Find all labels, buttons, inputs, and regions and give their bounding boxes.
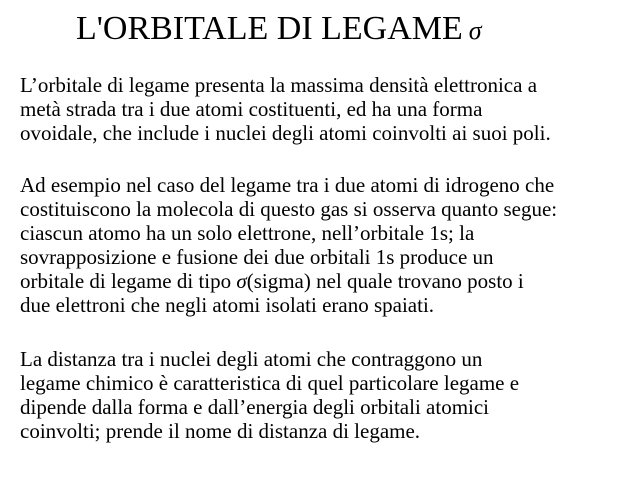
inline-sigma-symbol: σ xyxy=(236,269,247,293)
text-line: due elettroni che negli atomi isolati erano spaiati. xyxy=(20,293,435,317)
text-line-sigma xyxy=(20,269,632,293)
text-line: legame chimico è caratteristica di quel particolare legame e xyxy=(20,371,520,395)
text-line: sovrapposizione e fusione dei due orbitali 1s produce un xyxy=(20,245,494,269)
text-line: La distanza tra i nuclei degli atomi che contraggono un xyxy=(20,347,483,371)
text-line: ovoidale, che include i nuclei degli atomi coinvolti ai suoi poli. xyxy=(20,121,551,145)
page-title xyxy=(76,9,482,51)
text-line: L’orbitale di legame presenta la massima densità elettronica a xyxy=(20,73,538,97)
text-line: dipende dalla forma e dall’energia degli orbitali atomici xyxy=(20,395,490,419)
title-text: L'ORBITALE DI LEGAME xyxy=(76,10,463,47)
text-line: ciascun atomo ha un solo elettrone, nell’orbitale 1s; la xyxy=(20,221,475,245)
text-line: Ad esempio nel caso del legame tra i due atomi di idrogeno che xyxy=(20,173,555,197)
paragraph-bond-distance xyxy=(20,347,632,443)
text-segment: (sigma) nel quale trovano posto i xyxy=(246,269,524,293)
text-line: costituiscono la molecola di questo gas si osserva quanto segue: xyxy=(20,197,558,221)
text-line: metà strada tra i due atomi costituenti, ed ha una forma xyxy=(20,97,483,121)
text-line: coinvolti; prende il nome di distanza di legame. xyxy=(20,419,421,443)
title-sigma-symbol: σ xyxy=(468,16,482,45)
paragraph-hydrogen-example xyxy=(20,173,632,317)
text-segment: orbitale di legame di tipo xyxy=(20,269,237,293)
paragraph-definition xyxy=(20,73,632,145)
